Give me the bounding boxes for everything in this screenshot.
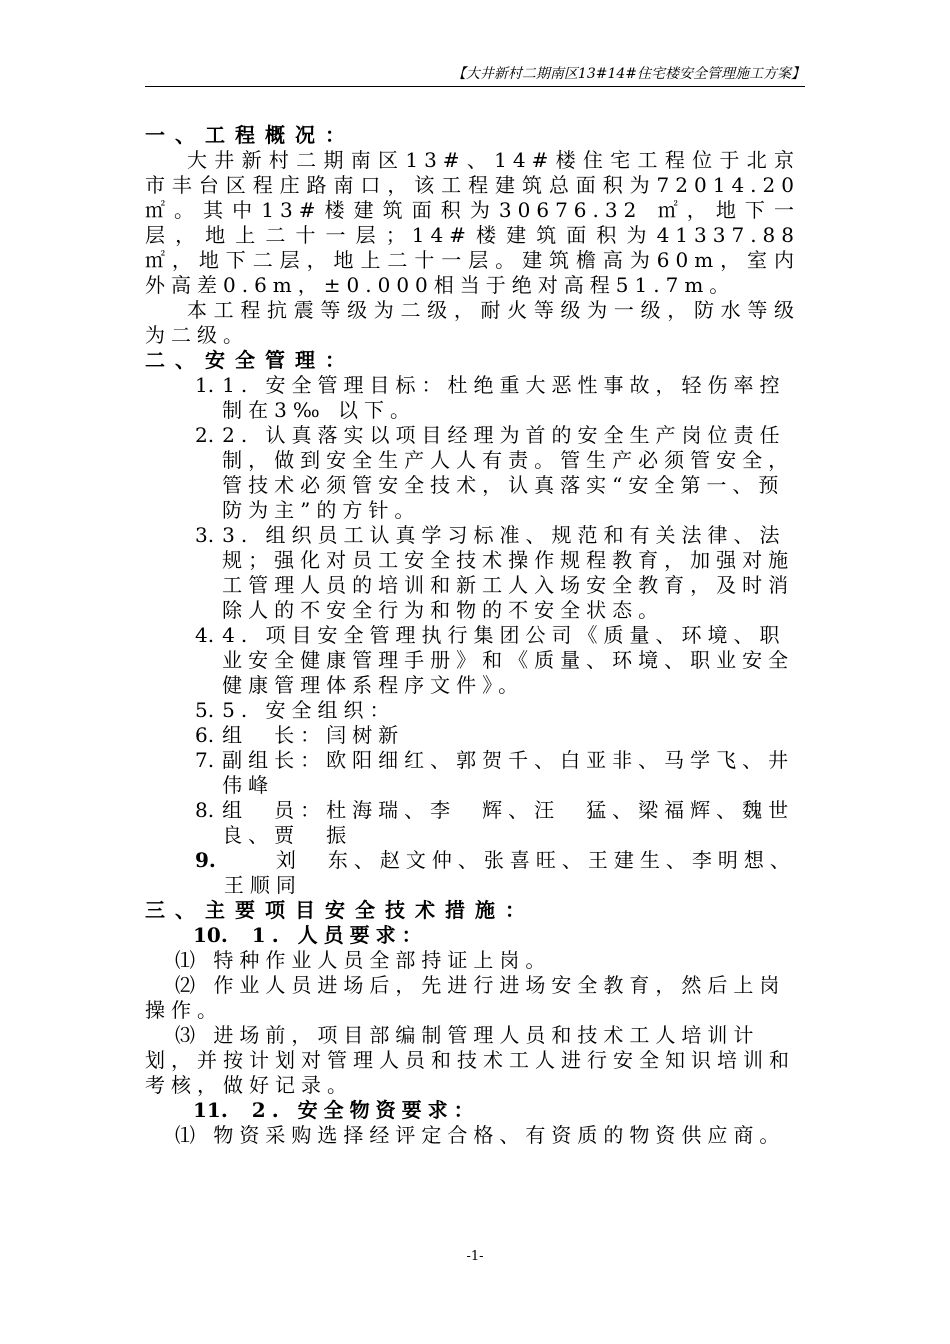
list-item xyxy=(195,523,800,623)
list-item xyxy=(195,623,800,698)
list-number: 3. xyxy=(195,523,215,547)
list-item xyxy=(195,373,800,423)
list-item xyxy=(195,848,800,898)
page-header: 【大井新村二期南区13#14#住宅楼安全管理施工方案】 xyxy=(451,66,805,82)
list-text: 4. 项目安全管理执行集团公司《质量、环境、职业安全健康管理手册》和《质量、环境、职业安全健康管理体系程序文件》。 xyxy=(222,623,795,697)
list-item xyxy=(195,423,800,523)
list-number: 4. xyxy=(195,623,215,647)
list-text: 副组长：欧阳细红、郭贺千、白亚非、马学飞、井伟峰 xyxy=(222,748,795,797)
list-number: 7. xyxy=(195,748,215,772)
overview-paragraph-1: 大井新村二期南区13#、14#楼住宅工程位于北京市丰台区程庄路南口，该工程建筑总面积为72014.20 ㎡。其中13#楼建筑面积为30676.32 ㎡，地下一层，地上二十一层；14#楼建筑面积为41337.88 ㎡，地下二层，地上二十一层。建筑檐高为60m，室内外高差0.6m，±0.000相当于绝对高程51.7m。 xyxy=(145,148,800,297)
list-text: 1. 安全管理目标：杜绝重大恶性事故，轻伤率控制在3‰ 以下。 xyxy=(222,373,786,422)
subsection-heading-materials xyxy=(193,1098,800,1123)
subsection-number: 11. xyxy=(193,1098,228,1122)
list-number: 9. xyxy=(195,848,216,872)
section-heading-overview: 一、工程概况： xyxy=(145,123,355,147)
list-number: 2. xyxy=(195,423,215,447)
personnel-item-1: ⑴ 特种作业人员全部持证上岗。 xyxy=(175,948,552,972)
safety-management-list xyxy=(195,373,800,898)
header-rule xyxy=(145,86,805,87)
subsection-title: 2. 安全物资要求： xyxy=(251,1098,480,1122)
list-number: 5. xyxy=(195,698,215,722)
section-heading-safety-management: 二、安全管理： xyxy=(145,348,355,372)
overview-paragraph-2: 本工程抗震等级为二级，耐火等级为一级，防水等级为二级。 xyxy=(145,298,800,347)
document-body xyxy=(145,123,800,1148)
page-number: -1- xyxy=(466,1249,484,1264)
list-text: 组 长：闫树新 xyxy=(222,723,405,747)
list-text: 刘 东、赵文仲、张喜旺、王建生、李明想、王顺同 xyxy=(223,848,796,897)
list-text: 2. 认真落实以项目经理为首的安全生产岗位责任制，做到安全生产人人有责。管生产必须管安全，管技术必须管安全技术，认真落实“安全第一、预防为主”的方针。 xyxy=(222,423,795,522)
list-number: 1. xyxy=(195,373,215,397)
list-item xyxy=(195,798,800,848)
list-text: 3. 组织员工认真学习标准、规范和有关法律、法规；强化对员工安全技术操作规程教育，加强对施工管理人员的培训和新工人入场安全教育，及时消除人的不安全行为和物的不安全状态。 xyxy=(222,523,795,622)
subsection-heading-personnel xyxy=(193,923,800,948)
subsection-title: 1. 人员要求： xyxy=(251,923,428,947)
materials-item-1: ⑴ 物资采购选择经评定合格、有资质的物资供应商。 xyxy=(175,1123,786,1147)
list-text: 组 员：杜海瑞、李 辉、汪 猛、梁福辉、魏世良、贾 振 xyxy=(222,798,795,847)
list-text: 5. 安全组织： xyxy=(222,698,396,722)
list-item xyxy=(195,698,800,723)
personnel-item-2: ⑵ 作业人员进场后，先进行进场安全教育，然后上岗操作。 xyxy=(145,973,786,1022)
personnel-item-3: ⑶ 进场前，项目部编制管理人员和技术工人培训计划，并按计划对管理人员和技术工人进行安全知识培训和考核，做好记录。 xyxy=(145,1023,795,1097)
list-item xyxy=(195,748,800,798)
section-heading-technical-measures: 三、主要项目安全技术措施： xyxy=(145,898,535,922)
list-item xyxy=(195,723,800,748)
list-number: 8. xyxy=(195,798,215,822)
subsection-number: 10. xyxy=(193,923,228,947)
list-number: 6. xyxy=(195,723,215,747)
